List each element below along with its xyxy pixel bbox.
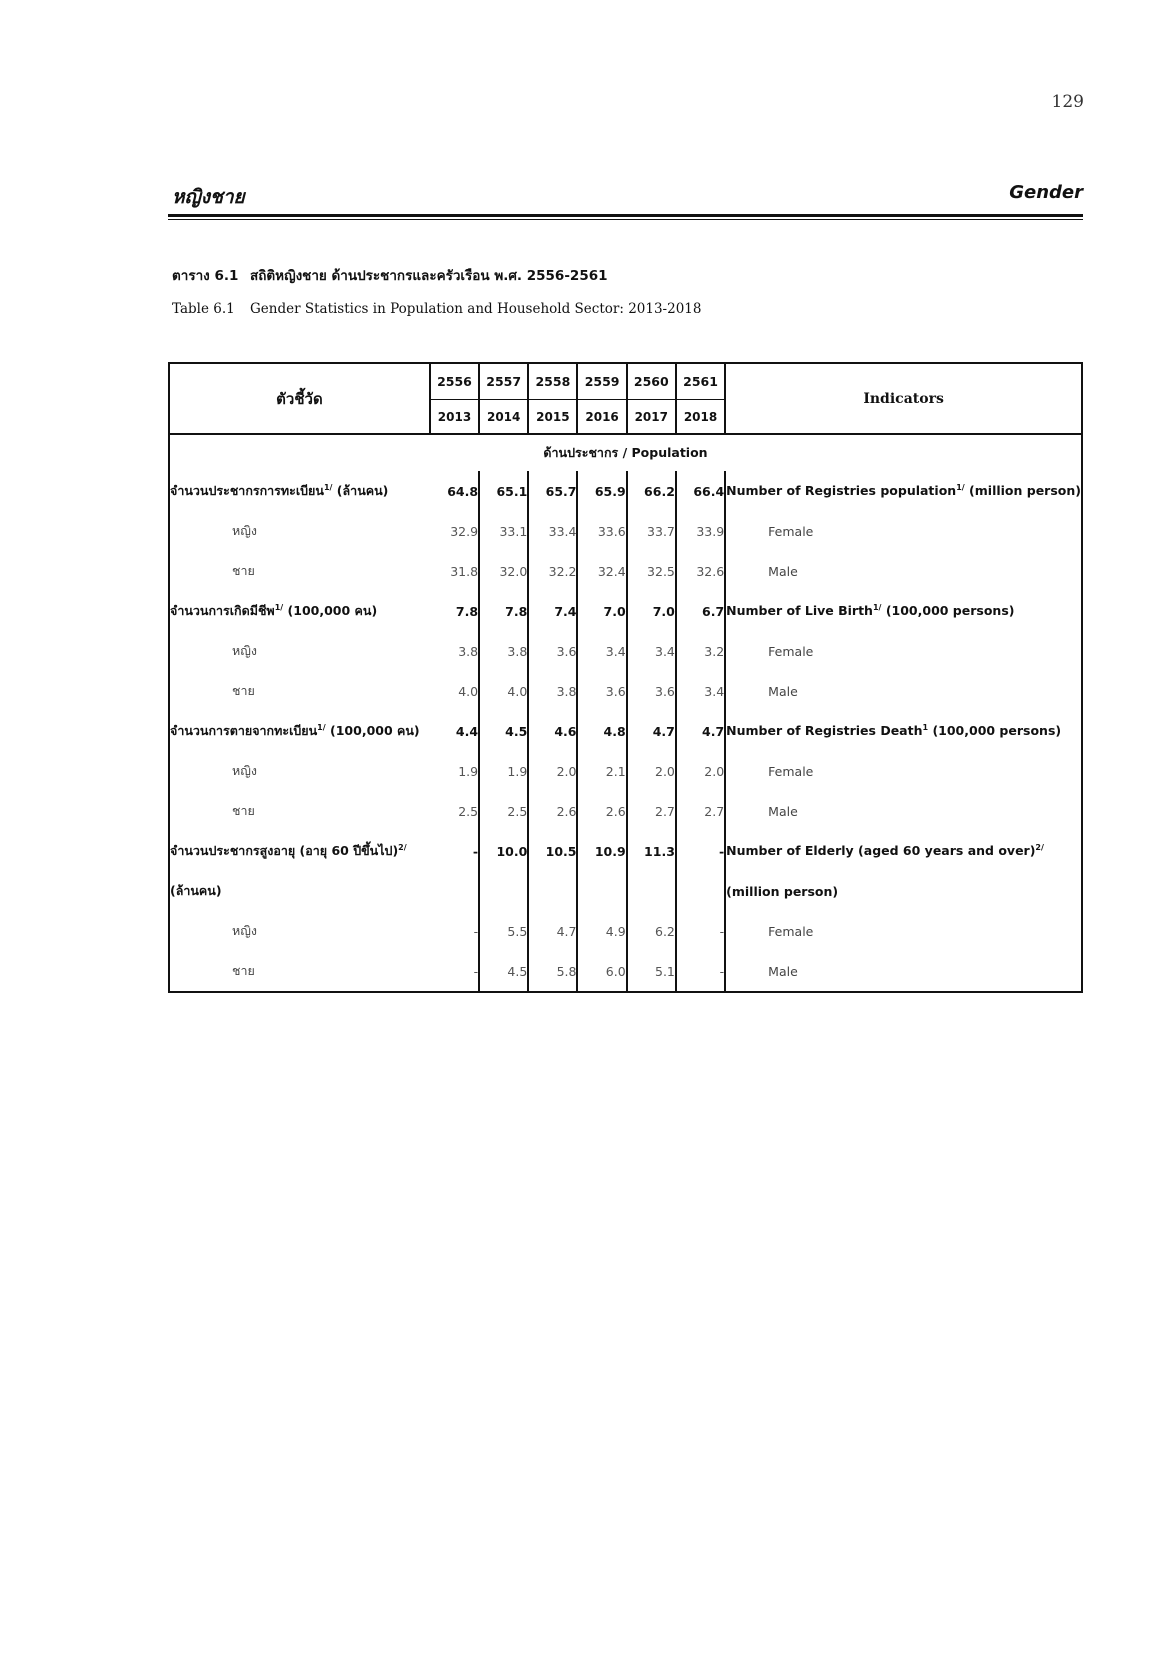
indicator-label-english: Number of Live Birth$^{1/}$ (100,000 persons) xyxy=(726,603,1015,619)
indicator-label-thai: (ล้านคน) xyxy=(170,883,222,898)
value-cell: 3.4 xyxy=(577,631,626,671)
table-row xyxy=(169,831,1082,871)
value-cell: 6.2 xyxy=(627,911,676,951)
value-cell: 3.8 xyxy=(528,671,577,711)
indicator-label-thai: หญิง xyxy=(232,763,257,778)
indicator-label-english: Number of Registries population$^{1/}$ (million person) xyxy=(726,483,1081,499)
indicator-label-english: Female xyxy=(768,523,814,539)
table-title-english: Gender Statistics in Population and Household Sector: 2013-2018 xyxy=(250,301,702,317)
value-cell: 2.0 xyxy=(676,751,725,791)
header-rule xyxy=(168,214,1083,217)
value-cell: 4.8 xyxy=(577,711,626,751)
value-cell: 1.9 xyxy=(479,751,528,791)
table-row xyxy=(169,751,1082,791)
indicator-label-thai: หญิง xyxy=(232,523,257,538)
table-number-thai: ตาราง 6.1 xyxy=(172,268,239,284)
value-cell xyxy=(528,871,577,911)
value-cell: 33.9 xyxy=(676,511,725,551)
indicator-label-thai: จำนวนประชากรการทะเบียน$^{1/}$ (ล้านคน) xyxy=(170,482,389,498)
year-be-header: 2561 xyxy=(676,363,725,400)
value-cell: 10.0 xyxy=(479,831,528,871)
table-row xyxy=(169,591,1082,631)
value-cell: - xyxy=(430,951,479,992)
value-cell: 33.4 xyxy=(528,511,577,551)
value-cell: 5.8 xyxy=(528,951,577,992)
table-row xyxy=(169,871,1082,911)
value-cell: 2.0 xyxy=(528,751,577,791)
value-cell: 7.0 xyxy=(577,591,626,631)
value-cell: 4.0 xyxy=(430,671,479,711)
year-be-header: 2560 xyxy=(627,363,676,400)
value-cell: - xyxy=(676,951,725,992)
value-cell: 7.8 xyxy=(479,591,528,631)
table-row xyxy=(169,511,1082,551)
year-be-header: 2558 xyxy=(528,363,577,400)
value-cell: 2.6 xyxy=(528,791,577,831)
value-cell: 66.4 xyxy=(676,471,725,511)
year-be-header: 2556 xyxy=(430,363,479,400)
value-cell: 3.8 xyxy=(430,631,479,671)
value-cell: - xyxy=(430,831,479,871)
value-cell: 3.6 xyxy=(528,631,577,671)
value-cell: 65.9 xyxy=(577,471,626,511)
value-cell: 33.6 xyxy=(577,511,626,551)
value-cell: 32.9 xyxy=(430,511,479,551)
indicator-label-thai: ชาย xyxy=(232,803,255,818)
value-cell: 2.5 xyxy=(430,791,479,831)
table-row xyxy=(169,711,1082,751)
value-cell xyxy=(479,871,528,911)
value-cell: 2.6 xyxy=(577,791,626,831)
value-cell xyxy=(577,871,626,911)
indicator-label-english: Female xyxy=(768,923,814,939)
value-cell xyxy=(430,871,479,911)
value-cell: 10.9 xyxy=(577,831,626,871)
indicator-label-english: Male xyxy=(768,683,798,699)
value-cell: 4.0 xyxy=(479,671,528,711)
table-number-english: Table 6.1 xyxy=(172,301,235,317)
table-caption-english xyxy=(172,301,701,317)
value-cell: 3.6 xyxy=(577,671,626,711)
value-cell xyxy=(676,871,725,911)
header-rule-thin xyxy=(168,219,1083,220)
value-cell: 3.4 xyxy=(676,671,725,711)
value-cell: 4.7 xyxy=(676,711,725,751)
indicator-label-english: Female xyxy=(768,763,814,779)
table-row xyxy=(169,671,1082,711)
year-ce-header: 2018 xyxy=(676,400,725,435)
value-cell: 6.7 xyxy=(676,591,725,631)
gender-statistics-table xyxy=(168,362,1083,993)
value-cell: 2.5 xyxy=(479,791,528,831)
table-caption-thai xyxy=(172,264,608,286)
value-cell: 4.7 xyxy=(627,711,676,751)
table-row xyxy=(169,471,1082,511)
value-cell xyxy=(627,871,676,911)
value-cell: 4.9 xyxy=(577,911,626,951)
indicator-label-thai: ชาย xyxy=(232,683,255,698)
header-title-thai: หญิงชาย xyxy=(172,186,245,208)
value-cell: 64.8 xyxy=(430,471,479,511)
table-row xyxy=(169,631,1082,671)
indicator-label-english: Male xyxy=(768,563,798,579)
value-cell: - xyxy=(676,831,725,871)
table-row xyxy=(169,791,1082,831)
value-cell: - xyxy=(676,911,725,951)
value-cell: 3.4 xyxy=(627,631,676,671)
table-row xyxy=(169,911,1082,951)
value-cell: 5.5 xyxy=(479,911,528,951)
value-cell: 32.2 xyxy=(528,551,577,591)
value-cell: 4.6 xyxy=(528,711,577,751)
value-cell: 65.1 xyxy=(479,471,528,511)
value-cell: 33.1 xyxy=(479,511,528,551)
value-cell: 4.5 xyxy=(479,711,528,751)
value-cell: 2.0 xyxy=(627,751,676,791)
indicator-label-english: Female xyxy=(768,643,814,659)
table-title-thai: สถิติหญิงชาย ด้านประชากรและครัวเรือน พ.ศ. 2556-2561 xyxy=(250,268,608,284)
value-cell: 2.7 xyxy=(627,791,676,831)
indicator-label-thai: หญิง xyxy=(232,643,257,658)
indicator-label-english: (million person) xyxy=(726,883,839,899)
year-ce-header: 2017 xyxy=(627,400,676,435)
value-cell: 4.7 xyxy=(528,911,577,951)
indicator-label-english: Male xyxy=(768,963,798,979)
value-cell: 32.5 xyxy=(627,551,676,591)
value-cell: 33.7 xyxy=(627,511,676,551)
indicator-label-thai: หญิง xyxy=(232,923,257,938)
table-row xyxy=(169,951,1082,992)
value-cell: 2.7 xyxy=(676,791,725,831)
indicator-label-thai: จำนวนประชากรสูงอายุ (อายุ 60 ปีขึ้นไป)$^{2/}$ xyxy=(170,842,407,858)
value-cell: 4.5 xyxy=(479,951,528,992)
page-number: 129 xyxy=(1051,92,1084,112)
indicator-label-english: Number of Registries Death$^1$ (100,000 persons) xyxy=(726,723,1062,739)
year-be-header: 2559 xyxy=(577,363,626,400)
indicator-header-thai: ตัวชี้วัด xyxy=(169,363,430,434)
value-cell: 32.0 xyxy=(479,551,528,591)
value-cell: 32.4 xyxy=(577,551,626,591)
year-ce-header: 2015 xyxy=(528,400,577,435)
value-cell: 1.9 xyxy=(430,751,479,791)
value-cell: 2.1 xyxy=(577,751,626,791)
value-cell: 31.8 xyxy=(430,551,479,591)
indicator-label-thai: จำนวนการเกิดมีชีพ$^{1/}$ (100,000 คน) xyxy=(170,602,378,618)
indicator-label-thai: ชาย xyxy=(232,563,255,578)
value-cell: 7.0 xyxy=(627,591,676,631)
value-cell: 10.5 xyxy=(528,831,577,871)
value-cell: 3.8 xyxy=(479,631,528,671)
indicator-label-thai: ชาย xyxy=(232,963,255,978)
value-cell: 7.4 xyxy=(528,591,577,631)
value-cell: 11.3 xyxy=(627,831,676,871)
year-ce-header: 2016 xyxy=(577,400,626,435)
value-cell: 65.7 xyxy=(528,471,577,511)
value-cell: 5.1 xyxy=(627,951,676,992)
value-cell: 3.6 xyxy=(627,671,676,711)
year-ce-header: 2013 xyxy=(430,400,479,435)
value-cell: - xyxy=(430,911,479,951)
indicator-label-english: Number of Elderly (aged 60 years and over)$^{2/}$ xyxy=(726,843,1044,859)
indicator-label-english: Male xyxy=(768,803,798,819)
value-cell: 7.8 xyxy=(430,591,479,631)
header-title-english: Gender xyxy=(1009,182,1083,203)
year-be-header: 2557 xyxy=(479,363,528,400)
value-cell: 4.4 xyxy=(430,711,479,751)
value-cell: 32.6 xyxy=(676,551,725,591)
indicator-header-english: Indicators xyxy=(725,363,1082,434)
section-heading: ด้านประชากร / Population xyxy=(543,445,708,460)
indicator-label-thai: จำนวนการตายจากทะเบียน$^{1/}$ (100,000 คน) xyxy=(170,722,420,738)
table-row xyxy=(169,551,1082,591)
value-cell: 6.0 xyxy=(577,951,626,992)
value-cell: 3.2 xyxy=(676,631,725,671)
year-ce-header: 2014 xyxy=(479,400,528,435)
value-cell: 66.2 xyxy=(627,471,676,511)
